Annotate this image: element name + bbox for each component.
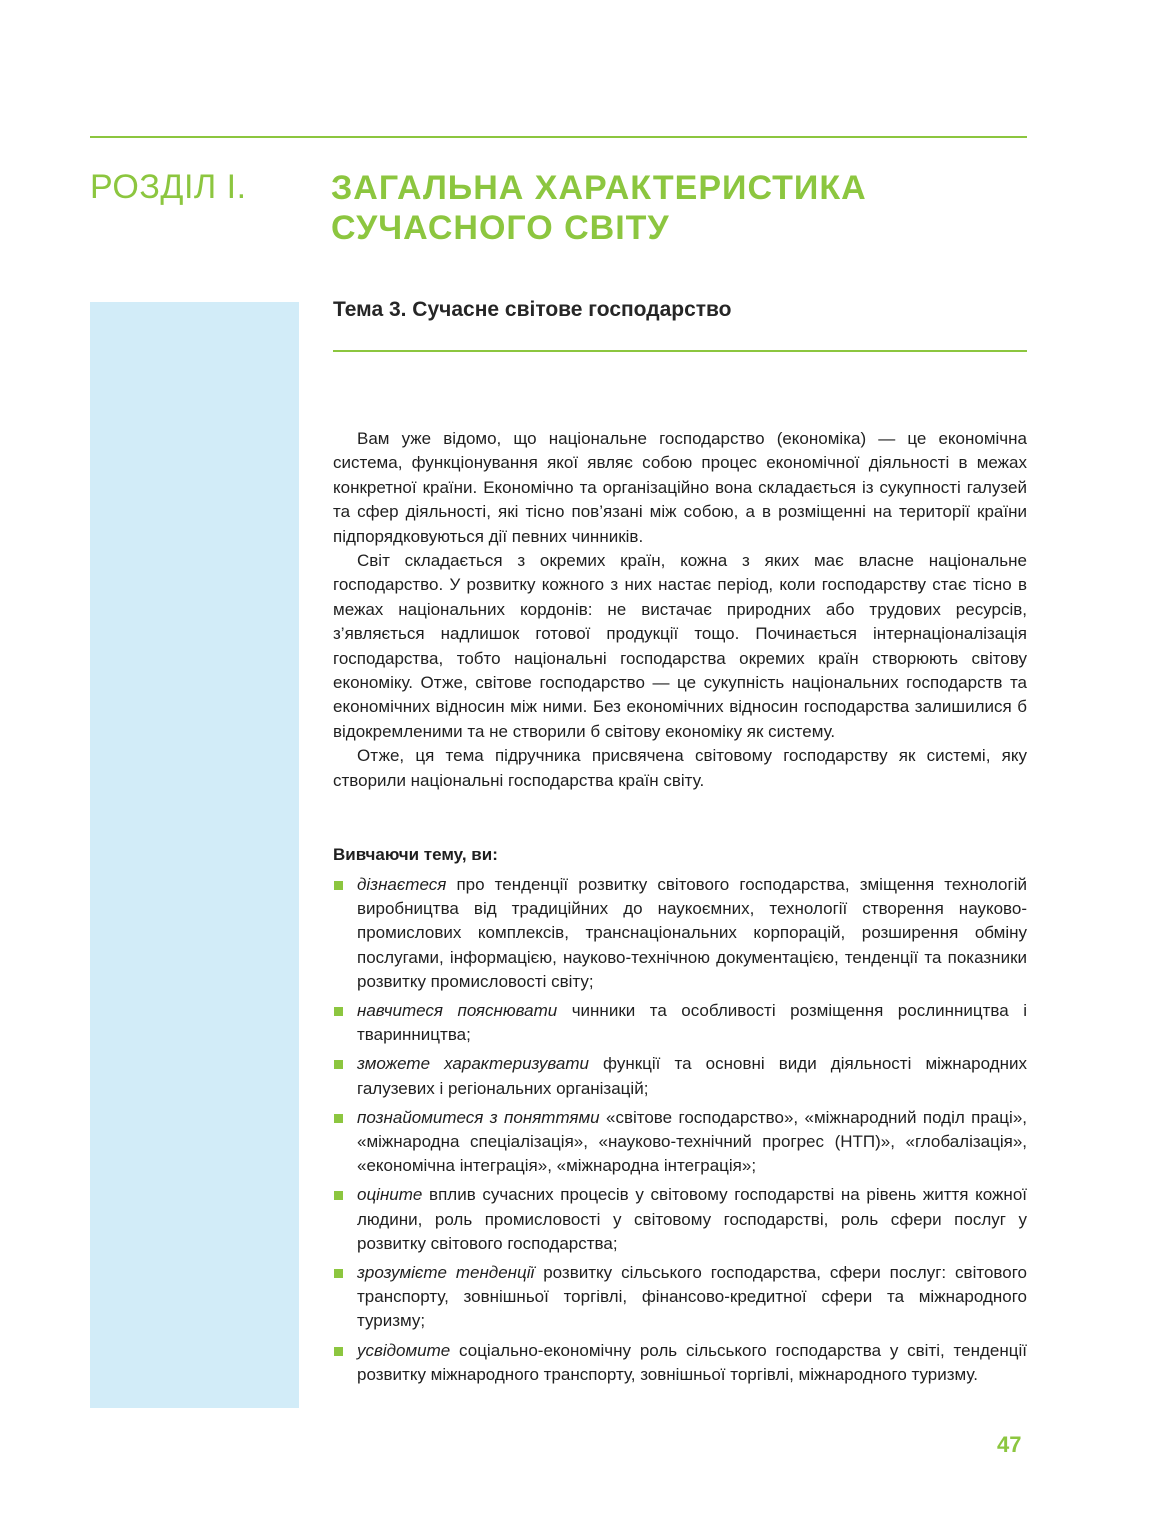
topic-title: Тема 3. Сучасне світове господарство <box>333 298 732 321</box>
list-item-text: «світове господарство», «міжнародний поділ праці», «міжнародна спеціалізація», «науково-технічний прогрес (НТП)», «глобалізація», «економічна інтеграція», «міжнародна інтеграція»; <box>357 1107 1027 1176</box>
study-heading: Вивчаючи тему, ви: <box>333 845 498 864</box>
list-item <box>333 873 1027 994</box>
bullet-square-icon <box>334 1347 343 1356</box>
bullet-square-icon <box>334 1269 343 1278</box>
intro-paragraph: Вам уже відомо, що національне господарство (економіка) — це економічна система, функціонування якої являє собою процес економічної діяльності в межах конкретної країни. Економічно та організаційно вона складається із сукупності галузей та сфер діяльності, які тісно пов’язані між собою, а в розміщенні на території країни підпорядковуються дії певних чинників. <box>333 429 1027 546</box>
bullet-square-icon <box>334 1114 343 1123</box>
list-item-text: розвитку сільського господарства, сфери послуг: світового транспорту, зовнішньої торгівлі, фінансово-кредитної сфери та міжнародного туризму; <box>357 1263 1027 1331</box>
list-item-lead: навчитеся пояснювати <box>357 1001 558 1021</box>
list-item <box>333 1339 1027 1387</box>
list-item <box>333 1261 1027 1334</box>
list-item-lead: зможете характеризувати <box>357 1054 589 1074</box>
topic-divider <box>333 350 1027 352</box>
intro-text <box>333 427 1027 793</box>
top-divider <box>90 136 1027 138</box>
bullet-square-icon <box>334 1007 343 1016</box>
list-item-text: соціально-економічну роль сільського господарства у світі, тенденції розвитку міжнародного транспорту, зовнішньої торгівлі, міжнародного туризму. <box>357 1340 1027 1384</box>
list-item-text: чинники та особливості розміщення рослинництва і тваринництва; <box>357 1001 1027 1045</box>
list-item-text: вплив сучасних процесів у світовому господарстві на рівень життя кожної людини, роль промисловості у світовому господарстві, роль сфери послуг у розвитку світового господарства; <box>357 1185 1027 1253</box>
list-item-text: про тенденції розвитку світового господарства, зміщення технологій виробництва від традиційних до наукоємних, технології створення науково-промислових комплексів, транснаціональних корпорацій, розширення обміну послугами, інформацією, науково-технічною документацією, тенденції та показники розвитку промисловості світу; <box>357 875 1027 991</box>
section-title-line-1: ЗАГАЛЬНА ХАРАКТЕРИСТИКА <box>331 169 867 207</box>
list-item <box>333 999 1027 1047</box>
section-label: РОЗДІЛ I. <box>90 168 247 206</box>
bullet-square-icon <box>334 1191 343 1200</box>
section-title <box>331 168 1021 248</box>
side-panel <box>90 302 299 1408</box>
list-item-lead: оціните <box>357 1185 423 1205</box>
bullet-square-icon <box>334 1060 343 1069</box>
list-item <box>333 1106 1027 1179</box>
list-item-text: функції та основні види діяльності міжнародних галузевих і регіональних організацій; <box>357 1054 1027 1098</box>
list-item-lead: дізнаєтеся <box>357 875 447 894</box>
list-item-lead: усвідомите <box>357 1340 451 1360</box>
list-item <box>333 1183 1027 1256</box>
bullet-square-icon <box>334 881 343 890</box>
list-item-lead: познайомитеся з поняттями <box>357 1107 600 1127</box>
intro-paragraph: Отже, ця тема підручника присвячена світовому господарству як системі, яку створили національні господарства країн світу. <box>333 746 1027 790</box>
list-item <box>333 1052 1027 1100</box>
page-number: 47 <box>997 1432 1022 1457</box>
section-title-line-2: СУЧАСНОГО СВІТУ <box>331 209 670 247</box>
goals-list <box>333 873 1027 1392</box>
list-item-lead: зрозумієте тенденції <box>357 1263 535 1283</box>
intro-paragraph: Світ складається з окремих країн, кожна з яких має власне національне господарство. У розвитку кожного з них настає період, коли господарству стає тісно в межах національних кордонів: не вистачає природних або трудових ресурсів, з’являється надлишок готової продукції тощо. Починається інтернаціоналізація господарства, тобто національні господарства окремих країн створюють світову економіку. Отже, світове господарство — це сукупність національних господарств та економічних відносин між ними. Без економічних відносин господарства залишилися б відокремленими та не створили б світову економіку як систему. <box>333 551 1027 741</box>
